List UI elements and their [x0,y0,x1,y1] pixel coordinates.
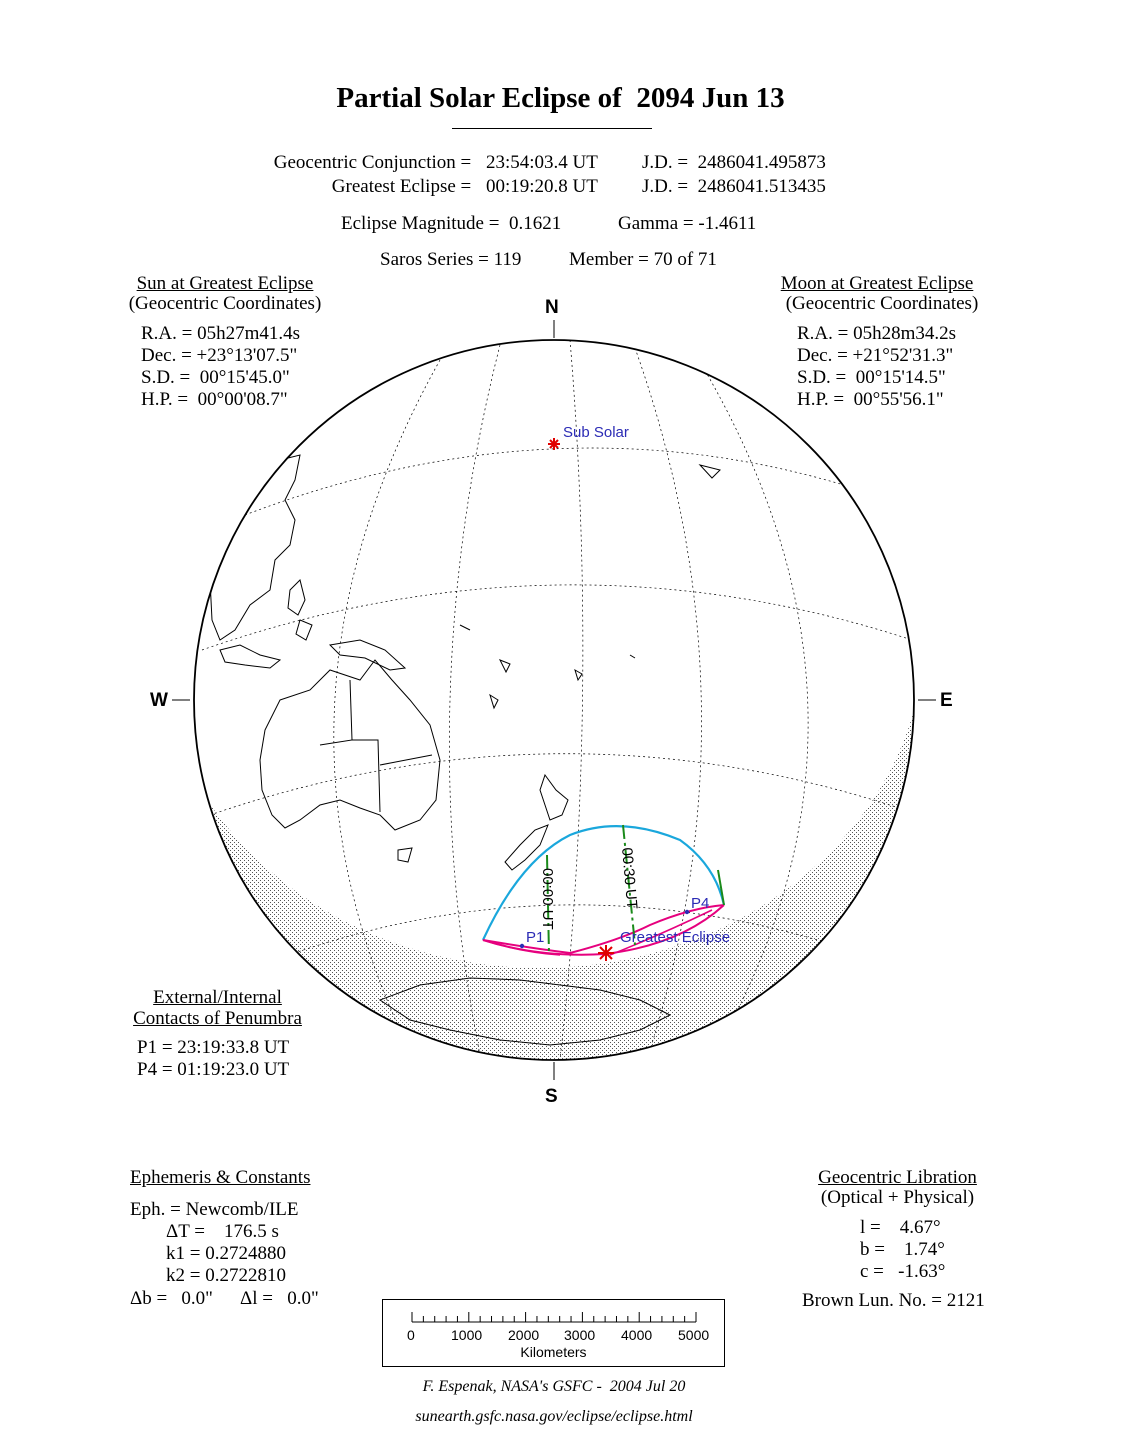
scale-label-5000: 5000 [678,1327,710,1343]
scale-label-4000: 4000 [621,1327,653,1343]
gamma-value: Gamma = -1.4611 [618,213,757,234]
libration-heading: Geocentric Libration [818,1167,977,1188]
scale-bar-box [382,1299,725,1367]
credit-url: sunearth.gsfc.nasa.gov/eclipse/eclipse.html [415,1408,693,1425]
greatest-jd: J.D. = 2486041.513435 [642,176,826,197]
time-label-0000: 00:00 UT [539,868,556,930]
moon-ra: R.A. = 05h28m34.2s [797,323,957,344]
greatest-eclipse-marker [598,945,614,961]
ephemeris-heading: Ephemeris & Constants [130,1167,311,1188]
scale-label-1000: 1000 [451,1327,483,1343]
libration-b: b = 1.74° [860,1239,945,1260]
moon-sd: S.D. = 00°15'14.5" [797,367,946,388]
conjunction-jd: J.D. = 2486041.495873 [642,152,826,173]
moon-hp: H.P. = 00°55'56.1" [797,389,944,410]
moon-subheading: (Geocentric Coordinates) [785,293,979,314]
greatest-eclipse-label: Greatest Eclipse [620,929,731,946]
brown-lunation: Brown Lun. No. = 2121 [802,1290,985,1311]
compass-east: E [940,690,953,711]
scale-unit: Kilometers [520,1344,587,1360]
scale-label-2000: 2000 [508,1327,540,1343]
ephemeris-delta-t: ΔT = 176.5 s [166,1221,279,1242]
conjunction-label: Geocentric Conjunction = [273,152,476,173]
p4-label: P4 [691,895,710,912]
libration-c: c = -1.63° [860,1261,946,1282]
compass-west: W [150,690,168,711]
p4-point [685,910,689,914]
contact-p4: P4 = 01:19:23.0 UT [137,1059,290,1080]
compass-north: N [545,297,559,318]
credit-author: F. Espenak, NASA's GSFC - 2004 Jul 20 [422,1378,686,1395]
greatest-label: Greatest Eclipse = [331,176,476,197]
sun-sd: S.D. = 00°15'45.0" [141,367,290,388]
sun-dec: Dec. = +23°13'07.5" [141,345,298,366]
libration-subheading: (Optical + Physical) [820,1187,975,1208]
ephemeris-delta-l: Δl = 0.0" [240,1288,319,1309]
compass-south: S [545,1086,558,1107]
p1-point [520,944,524,948]
ephemeris-k1: k1 = 0.2724880 [166,1243,286,1264]
sun-subheading: (Geocentric Coordinates) [128,293,322,314]
time-label-0030: 00:30 UT [618,846,641,910]
page-title: Partial Solar Eclipse of 2094 Jun 13 [336,82,785,114]
moon-dec: Dec. = +21°52'31.3" [797,345,954,366]
moon-heading: Moon at Greatest Eclipse [780,273,974,294]
scale-label-3000: 3000 [564,1327,596,1343]
saros-member: Member = 70 of 71 [569,249,717,270]
p1-label: P1 [526,929,545,946]
sun-heading: Sun at Greatest Eclipse [136,273,314,294]
contacts-heading-1: External/Internal [153,987,282,1008]
conjunction-time: 23:54:03.4 UT [486,152,598,173]
ephemeris-eph: Eph. = Newcomb/ILE [130,1199,299,1220]
eclipse-magnitude: Eclipse Magnitude = 0.1621 [341,213,562,234]
saros-series: Saros Series = 119 [380,249,522,270]
libration-l: l = 4.67° [860,1217,941,1238]
sun-hp: H.P. = 00°00'08.7" [141,389,288,410]
scale-label-0: 0 [407,1327,415,1343]
contacts-heading-2: Contacts of Penumbra [133,1008,302,1029]
contact-p1: P1 = 23:19:33.8 UT [137,1037,290,1058]
ephemeris-k2: k2 = 0.2722810 [166,1265,286,1286]
sun-ra: R.A. = 05h27m41.4s [141,323,301,344]
ephemeris-delta-b: Δb = 0.0" [130,1288,213,1309]
sub-solar-label: Sub Solar [563,424,629,441]
greatest-time: 00:19:20.8 UT [486,176,598,197]
